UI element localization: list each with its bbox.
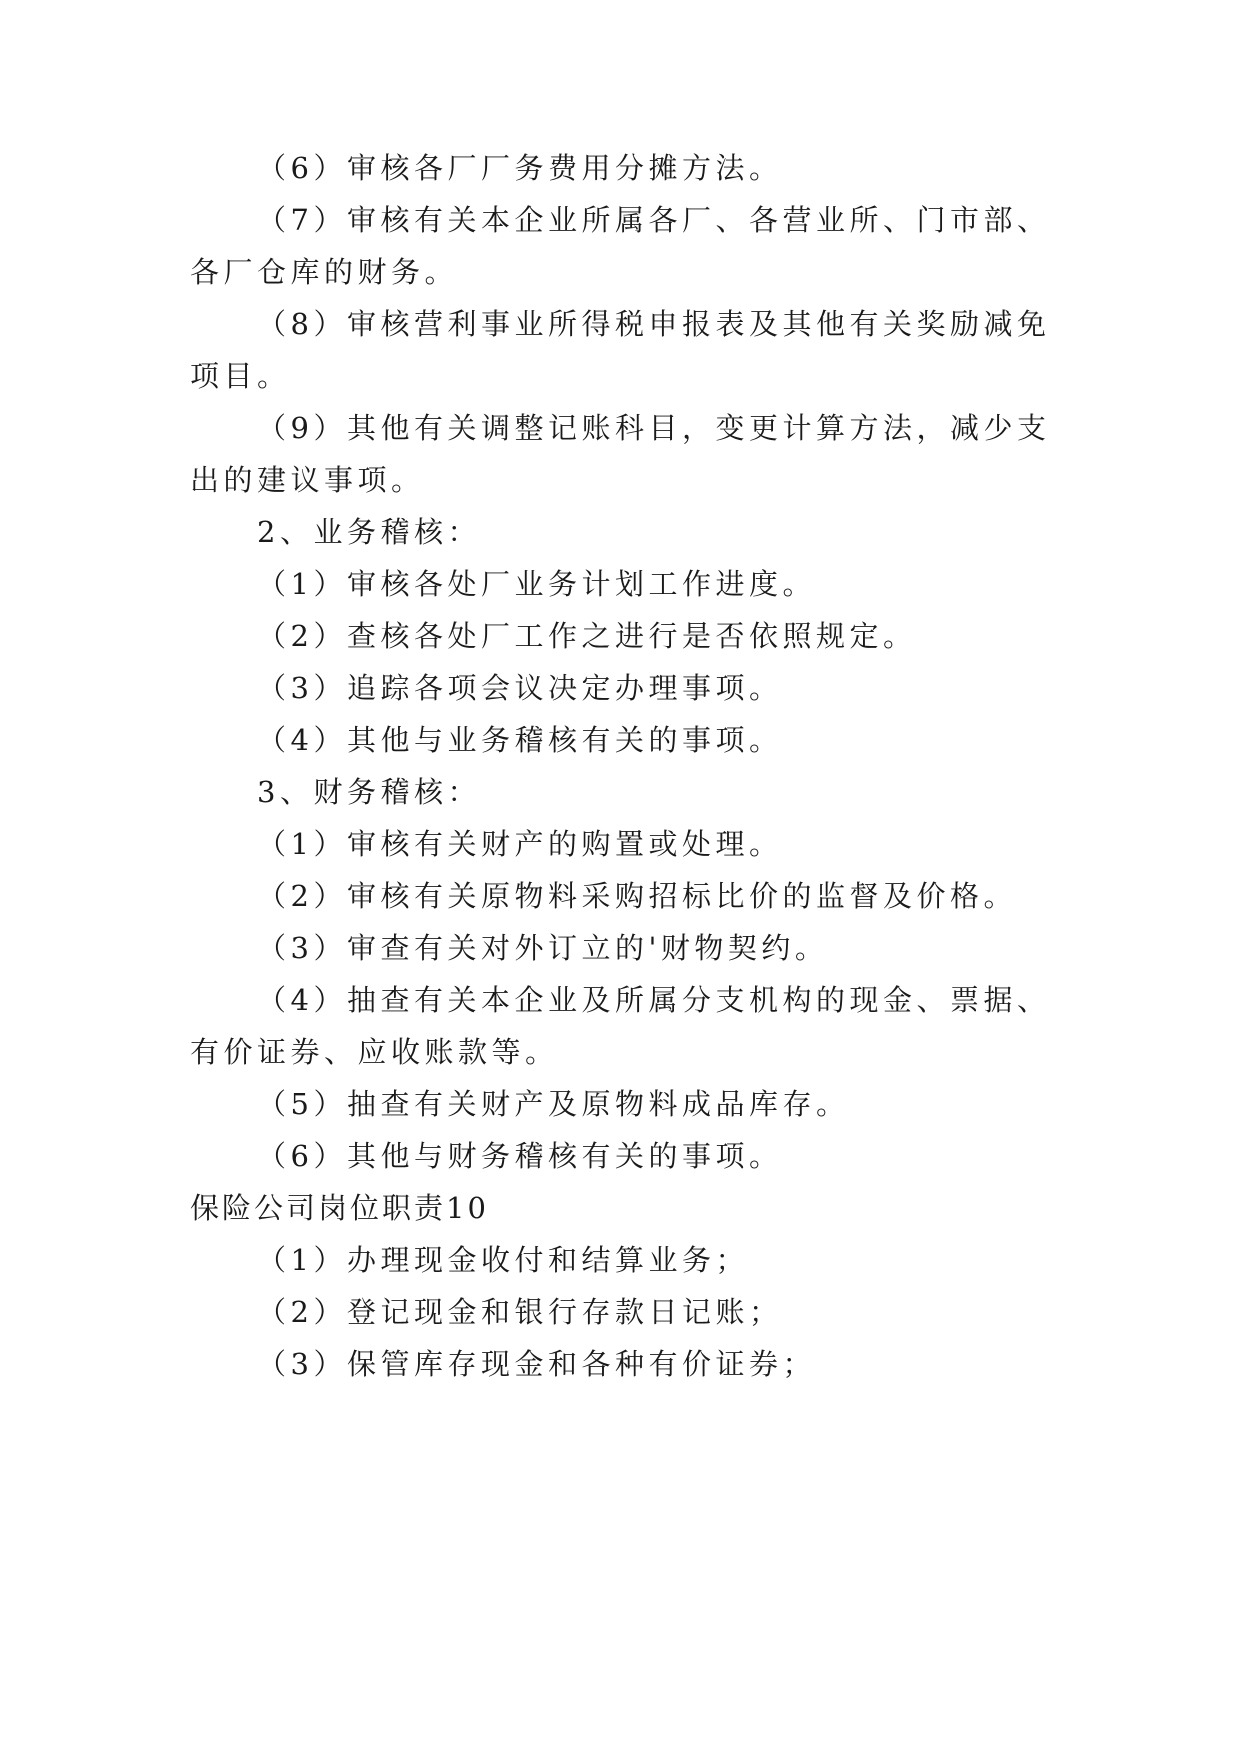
text-line: （7）审核有关本企业所属各厂、各营业所、门市部、: [257, 203, 1051, 237]
text-line: （8）审核营利事业所得税申报表及其他有关奖励减免: [257, 307, 1051, 341]
text-line: （2）审核有关原物料采购招标比价的监督及价格。: [257, 879, 1017, 913]
text-line: （2）查核各处厂工作之进行是否依照规定。: [257, 619, 917, 653]
text-line: （6）其他与财务稽核有关的事项。: [257, 1139, 783, 1173]
text-line: （4）抽查有关本企业及所属分支机构的现金、票据、: [257, 983, 1051, 1017]
text-line: （6）审核各厂厂务费用分摊方法。: [257, 151, 783, 185]
text-line: （9）其他有关调整记账科目，变更计算方法，减少支: [257, 411, 1051, 445]
text-line: （3）保管库存现金和各种有价证券；: [257, 1347, 816, 1381]
text-line: 各厂仓库的财务。: [190, 255, 459, 289]
text-line: （1）办理现金收付和结算业务；: [257, 1243, 749, 1277]
text-line: （1）审核各处厂业务计划工作进度。: [257, 567, 816, 601]
text-line: （5）抽查有关财产及原物料成品库存。: [257, 1087, 850, 1121]
text-line: （1）审核有关财产的购置或处理。: [257, 827, 783, 861]
text-line: （3）追踪各项会议决定办理事项。: [257, 671, 783, 705]
document-heading: 保险公司岗位职责10: [190, 1191, 489, 1225]
text-line: （2）登记现金和银行存款日记账；: [257, 1295, 783, 1329]
text-line: （4）其他与业务稽核有关的事项。: [257, 723, 783, 757]
section-heading: 2、业务稽核：: [257, 515, 481, 549]
text-line: （3）审查有关对外订立的'财物契约。: [257, 931, 829, 965]
text-line: 有价证券、应收账款等。: [190, 1035, 559, 1069]
text-line: 出的建议事项。: [190, 463, 425, 497]
section-heading: 3、财务稽核：: [257, 775, 481, 809]
text-line: 项目。: [190, 359, 291, 393]
